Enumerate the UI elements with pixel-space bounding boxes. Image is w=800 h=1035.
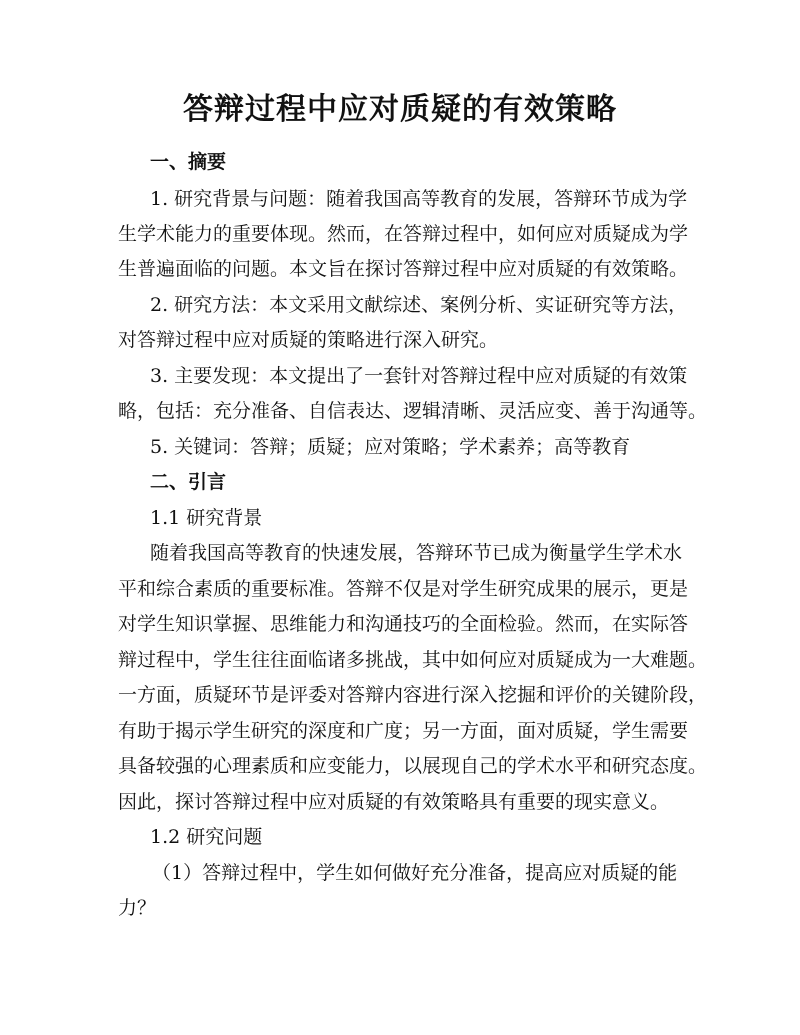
abstract-line: 1. 研究背景与问题：随着我国高等教育的发展，答辩环节成为学 bbox=[150, 188, 688, 210]
abstract-line: 3. 主要发现：本文提出了一套针对答辩过程中应对质疑的有效策 bbox=[150, 365, 688, 387]
abstract-heading: 一、摘要 bbox=[150, 151, 227, 173]
section-heading-questions: 1.2 研究问题 bbox=[150, 826, 263, 848]
abstract-line: 生普遍面临的问题。本文旨在探讨答辩过程中应对质疑的有效策略。 bbox=[118, 258, 689, 280]
background-line: 对学生知识掌握、思维能力和沟通技巧的全面检验。然而，在实际答 bbox=[118, 613, 689, 635]
abstract-line: 略，包括：充分准备、自信表达、逻辑清晰、灵活应变、善于沟通等。 bbox=[118, 400, 708, 422]
document-title: 答辩过程中应对质疑的有效策略 bbox=[183, 92, 617, 127]
background-line: 一方面，质疑环节是评委对答辩内容进行深入挖掘和评价的关键阶段， bbox=[118, 684, 708, 706]
intro-heading: 二、引言 bbox=[150, 471, 227, 493]
background-line: 平和综合素质的重要标准。答辩不仅是对学生研究成果的展示，更是 bbox=[118, 578, 689, 600]
section-heading-background: 1.1 研究背景 bbox=[150, 507, 263, 529]
background-line: 因此，探讨答辩过程中应对质疑的有效策略具有重要的现实意义。 bbox=[118, 791, 670, 813]
abstract-line: 2. 研究方法：本文采用文献综述、案例分析、实证研究等方法， bbox=[150, 294, 688, 316]
abstract-line: 生学术能力的重要体现。然而，在答辩过程中，如何应对质疑成为学 bbox=[118, 223, 689, 245]
question-line: 力？ bbox=[118, 897, 157, 919]
background-line: 随着我国高等教育的快速发展，答辩环节已成为衡量学生学术水 bbox=[150, 542, 683, 564]
abstract-line: 对答辩过程中应对质疑的策略进行深入研究。 bbox=[118, 329, 499, 351]
background-line: 具备较强的心理素质和应变能力，以展现自己的学术水平和研究态度。 bbox=[118, 755, 708, 777]
question-line: （1）答辩过程中，学生如何做好充分准备，提高应对质疑的能 bbox=[152, 862, 678, 884]
background-line: 辩过程中，学生往往面临诸多挑战，其中如何应对质疑成为一大难题。 bbox=[118, 649, 708, 671]
background-line: 有助于揭示学生研究的深度和广度；另一方面，面对质疑，学生需要 bbox=[118, 720, 689, 742]
keywords-line: 5. 关键词：答辩；质疑；应对策略；学术素养；高等教育 bbox=[150, 436, 631, 458]
